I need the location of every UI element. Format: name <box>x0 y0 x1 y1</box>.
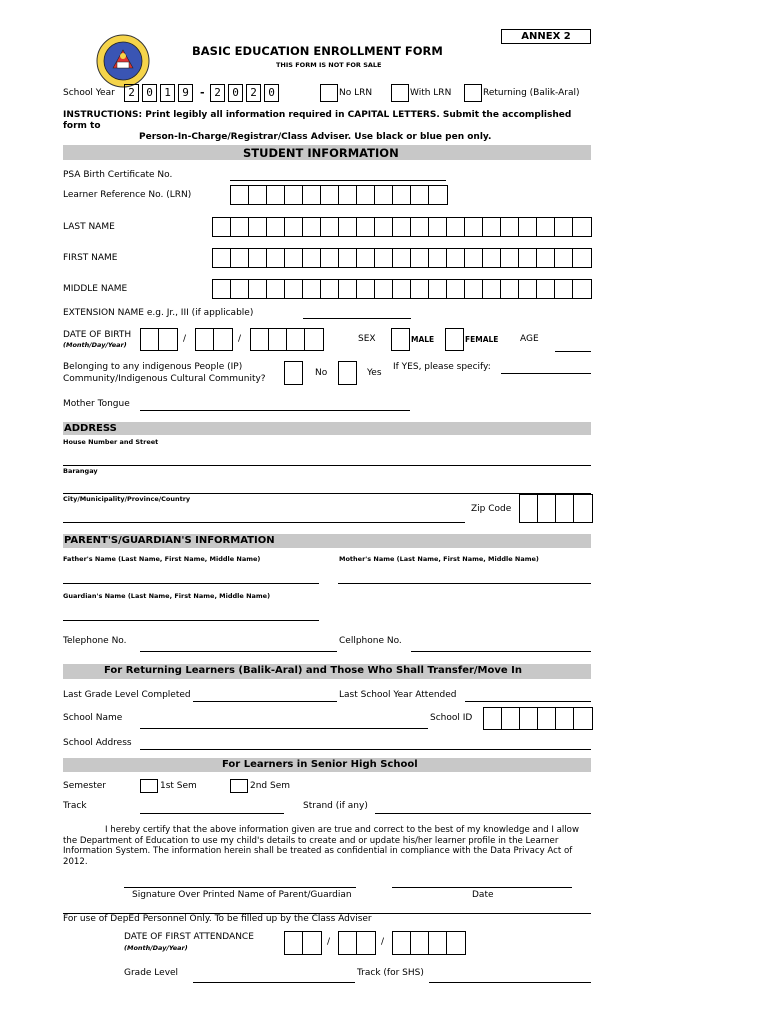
city-field[interactable] <box>63 522 465 523</box>
school-id-label: School ID <box>430 713 473 723</box>
age-field[interactable] <box>555 351 591 352</box>
last-grade-field[interactable] <box>193 701 337 702</box>
cellphone-field[interactable] <box>411 651 591 652</box>
sy-digit[interactable]: 2 <box>124 84 139 102</box>
semester-label: Semester <box>63 781 107 791</box>
grade-level-label: Grade Level <box>124 968 179 978</box>
track-shs-label: Track (for SHS) <box>357 968 424 978</box>
address-heading: ADDRESS <box>64 423 117 434</box>
attendance-day-boxes[interactable] <box>338 931 376 955</box>
city-label: City/Municipality/Province/Country <box>63 495 191 503</box>
male-checkbox[interactable] <box>391 328 410 351</box>
returning-label: Returning (Balik-Aral) <box>483 88 580 98</box>
father-label: Father's Name (Last Name, First Name, Middle Name) <box>63 555 261 563</box>
zip-label: Zip Code <box>471 504 512 514</box>
sem2-label: 2nd Sem <box>250 781 291 791</box>
dob-month-boxes[interactable] <box>140 328 178 351</box>
deped-note: For use of DepEd Personnel Only. To be filled up by the Class Adviser <box>63 914 372 924</box>
sem2-checkbox[interactable] <box>230 779 248 793</box>
guardian-label: Guardian's Name (Last Name, First Name, Middle Name) <box>63 592 271 600</box>
lrn-label: Learner Reference No. (LRN) <box>63 190 192 200</box>
school-address-label: School Address <box>63 738 132 748</box>
instructions-line-3: Person-In-Charge/Registrar/Class Adviser. Use black or blue pen only. <box>139 132 492 142</box>
attendance-year-boxes[interactable] <box>392 931 466 955</box>
dob-format: (Month/Day/Year) <box>63 341 127 349</box>
father-field[interactable] <box>63 583 319 584</box>
last-name-label: LAST NAME <box>63 222 115 232</box>
form-subtitle: THIS FORM IS NOT FOR SALE <box>276 61 382 69</box>
certification-text: I hereby certify that the above information given are true and correct to the best of my knowledge and I allow the Department of Education to use my child's details to create and or update his/her learner profile in the Learner Information System. The information herein shall be treated as confidential in compliance with the Data Privacy Act of 2012. <box>63 825 579 867</box>
last-sy-field[interactable] <box>465 701 591 702</box>
ip-question-line-1: Belonging to any indigenous People (IP) <box>63 362 243 372</box>
school-name-field[interactable] <box>140 728 428 729</box>
psa-field[interactable] <box>230 180 446 181</box>
with-lrn-checkbox[interactable] <box>391 84 409 102</box>
sy-digit[interactable]: 9 <box>178 84 193 102</box>
school-address-field[interactable] <box>140 749 591 750</box>
sy-digit[interactable]: 2 <box>246 84 261 102</box>
mother-tongue-field[interactable] <box>140 410 410 411</box>
middle-name-boxes[interactable] <box>212 279 592 299</box>
last-name-boxes[interactable] <box>212 217 592 237</box>
age-label: AGE <box>520 334 539 344</box>
returning-heading: For Returning Learners (Balik-Aral) and Those Who Shall Transfer/Move In <box>104 665 522 676</box>
guardian-field[interactable] <box>63 620 319 621</box>
date-field[interactable] <box>392 887 572 888</box>
annex-label: ANNEX 2 <box>501 29 591 44</box>
no-lrn-checkbox[interactable] <box>320 84 338 102</box>
female-label: FEMALE <box>465 335 499 344</box>
sy-digit[interactable]: 1 <box>160 84 175 102</box>
if-yes-label: If YES, please specify: <box>393 362 491 372</box>
no-lrn-label: No LRN <box>339 88 373 98</box>
male-label: MALE <box>411 335 435 344</box>
sem1-checkbox[interactable] <box>140 779 158 793</box>
school-year-separator: - <box>200 86 205 99</box>
barangay-label: Barangay <box>63 467 98 475</box>
dob-day-boxes[interactable] <box>195 328 233 351</box>
dob-label: DATE OF BIRTH <box>63 330 132 340</box>
instructions-line-1: INSTRUCTIONS: Print legibly all information required in CAPITAL LETTERS. Submit the accomplished <box>63 110 572 120</box>
student-info-heading: STUDENT INFORMATION <box>243 146 399 160</box>
ip-question-line-2: Community/Indigenous Cultural Community? <box>63 374 266 384</box>
form-title: BASIC EDUCATION ENROLLMENT FORM <box>192 44 443 58</box>
last-grade-label: Last Grade Level Completed <box>63 690 191 700</box>
deped-divider <box>63 913 591 914</box>
parents-heading: PARENT'S/GUARDIAN'S INFORMATION <box>64 535 275 546</box>
zip-boxes[interactable] <box>519 494 593 523</box>
house-field[interactable] <box>63 465 591 466</box>
strand-label: Strand (if any) <box>303 801 368 811</box>
dob-slash: / <box>238 334 242 344</box>
sy-digit[interactable]: 0 <box>142 84 157 102</box>
sy-digit[interactable]: 2 <box>210 84 225 102</box>
date-label: Date <box>472 890 494 900</box>
school-year-end[interactable] <box>210 84 282 102</box>
first-name-label: FIRST NAME <box>63 253 118 263</box>
strand-field[interactable] <box>375 813 591 814</box>
attendance-slash: / <box>381 937 385 947</box>
attendance-month-boxes[interactable] <box>284 931 322 955</box>
barangay-field[interactable] <box>63 493 591 494</box>
sem1-label: 1st Sem <box>160 781 197 791</box>
attendance-slash: / <box>327 937 331 947</box>
track-label: Track <box>63 801 87 811</box>
instructions-line-2: form to <box>63 121 101 131</box>
dob-slash: / <box>183 334 187 344</box>
female-checkbox[interactable] <box>445 328 464 351</box>
sex-label: SEX <box>358 334 376 344</box>
mother-tongue-label: Mother Tongue <box>63 399 130 409</box>
school-id-boxes[interactable] <box>483 707 593 730</box>
cellphone-label: Cellphone No. <box>339 636 402 646</box>
grade-level-field[interactable] <box>193 982 355 983</box>
ip-specify-field[interactable] <box>501 373 591 374</box>
sy-digit[interactable]: 0 <box>228 84 243 102</box>
ip-yes-checkbox[interactable] <box>338 361 357 385</box>
telephone-label: Telephone No. <box>63 636 127 646</box>
dob-year-boxes[interactable] <box>250 328 324 351</box>
house-label: House Number and Street <box>63 438 159 446</box>
track-shs-field[interactable] <box>429 982 591 983</box>
address-bar <box>63 422 591 435</box>
shs-heading: For Learners in Senior High School <box>222 759 418 770</box>
mother-label: Mother's Name (Last Name, First Name, Middle Name) <box>339 555 539 563</box>
first-attendance-label: DATE OF FIRST ATTENDANCE <box>124 932 254 942</box>
returning-checkbox[interactable] <box>464 84 482 102</box>
telephone-field[interactable] <box>140 651 337 652</box>
mother-field[interactable] <box>338 583 591 584</box>
track-field[interactable] <box>140 813 284 814</box>
deped-seal-icon <box>96 34 150 88</box>
school-year-start[interactable] <box>124 84 196 102</box>
sy-digit[interactable]: 0 <box>264 84 279 102</box>
extension-name-field[interactable] <box>303 318 411 319</box>
middle-name-label: MIDDLE NAME <box>63 284 128 294</box>
last-sy-label: Last School Year Attended <box>339 690 457 700</box>
school-name-label: School Name <box>63 713 123 723</box>
ip-no-checkbox[interactable] <box>284 361 303 385</box>
ip-yes-label: Yes <box>367 368 382 378</box>
signature-label: Signature Over Printed Name of Parent/Guardian <box>132 890 352 900</box>
ip-no-label: No <box>315 368 328 378</box>
signature-field[interactable] <box>124 887 356 888</box>
school-year-label: School Year <box>63 88 115 98</box>
psa-label: PSA Birth Certificate No. <box>63 170 173 180</box>
first-attendance-format: (Month/Day/Year) <box>124 944 188 952</box>
lrn-boxes[interactable] <box>230 185 448 205</box>
first-name-boxes[interactable] <box>212 248 592 268</box>
with-lrn-label: With LRN <box>410 88 452 98</box>
extension-name-label: EXTENSION NAME e.g. Jr., III (if applicable) <box>63 308 254 318</box>
